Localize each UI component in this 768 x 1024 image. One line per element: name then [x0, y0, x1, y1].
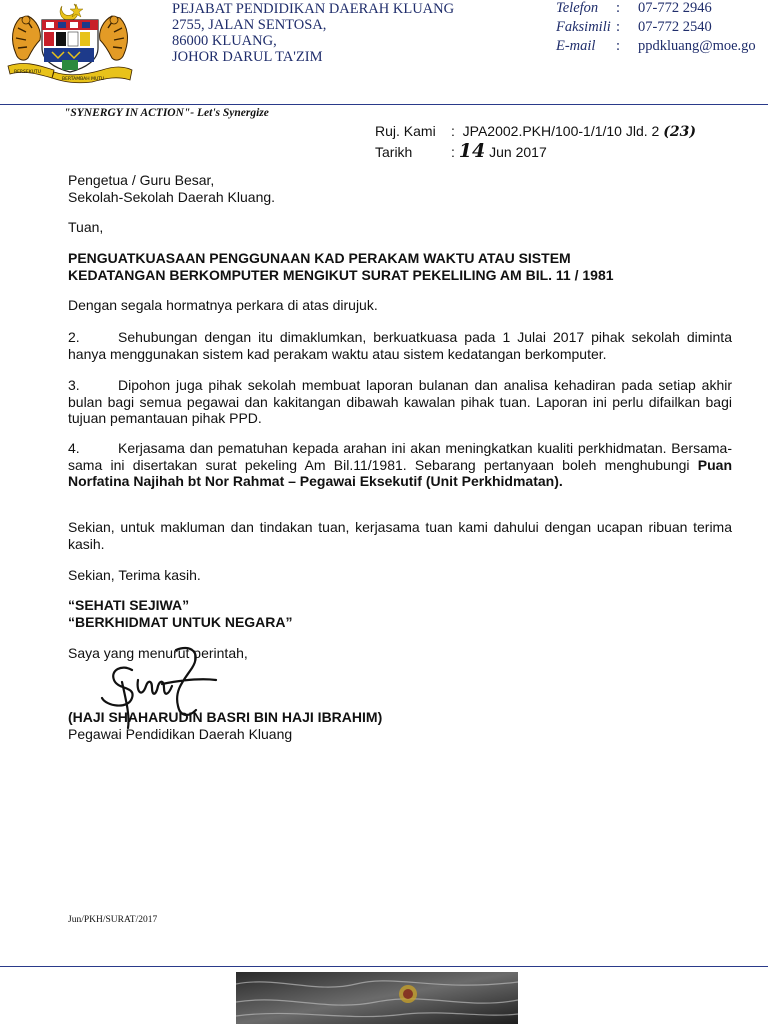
address-line: PEJABAT PENDIDIKAN DAERAH KLUANG [172, 1, 455, 17]
address-line: 2755, JALAN SENTOSA, [172, 17, 327, 33]
ruj-value: JPA2002.PKH/100-1/1/10 Jld. 2 [462, 123, 660, 139]
footer-divider [0, 966, 768, 967]
telefon-row: Telefon : 07-772 2946 [556, 0, 712, 16]
email-row: E-mail : ppdkluang@moe.go [556, 38, 756, 54]
recipient-line: Pengetua / Guru Besar, [68, 172, 215, 188]
salutation: Tuan, [68, 219, 104, 235]
slogan-block [68, 597, 293, 630]
date-row: Tarikh : 14 Jun 2017 [375, 140, 547, 162]
paragraph-number: 4. [68, 440, 80, 456]
email-value: ppdkluang@moe.go [638, 38, 756, 54]
address-line: 86000 KLUANG, [172, 33, 277, 49]
ruj-label: Ruj. Kami [375, 123, 436, 139]
tarikh-label: Tarikh [375, 144, 413, 160]
svg-text:BERTAMBAH MUTU: BERTAMBAH MUTU [62, 77, 105, 82]
office-contacts [556, 0, 756, 56]
email-label: E-mail [556, 38, 596, 54]
footer-decorative-band [236, 972, 518, 1024]
subject-heading [68, 250, 708, 283]
motto-tagline: "SYNERGY IN ACTION"- Let's Synergize [64, 107, 269, 119]
paragraph-text: Kerjasama dan pematuhan kepada arahan ini akan meningkatkan kualiti perkhidmatan. Bersama-sama ini disertakan surat pekeling Am Bil.11/1981. Sebarang pertanyaan boleh menghubungi [68, 440, 732, 473]
signatory-block [68, 709, 382, 742]
paragraph-number: 2. [68, 329, 80, 345]
footer-reference: Jun/PKH/SURAT/2017 [68, 915, 158, 925]
coat-of-arms-logo [6, 0, 134, 86]
address-line: JOHOR DARUL TA'ZIM [172, 49, 323, 65]
telefon-label: Telefon [556, 0, 599, 16]
opening-sentence: Dengan segala hormatnya perkara di atas dirujuk. [68, 297, 378, 313]
office-address [172, 1, 454, 65]
slogan-line: “SEHATI SEJIWA” [68, 597, 190, 613]
recipient-line: Sekolah-Sekolah Daerah Kluang. [68, 188, 276, 205]
paragraph-4 [68, 440, 732, 490]
signatory-name: (HAJI SHAHARUDIN BASRI BIN HAJI IBRAHIM) [68, 709, 383, 725]
closing-paragraph: Sekian, untuk makluman dan tindakan tuan, kerjasama tuan kami dahului dengan ucapan ribuan terima kasih. [68, 519, 732, 552]
paragraph-number: 3. [68, 377, 80, 393]
contact-person: Puan Norfatina Najihah bt Nor Rahmat – Pegawai Eksekutif (Unit Perkhidmatan). [68, 456, 733, 489]
date-month-year: Jun 2017 [489, 144, 547, 160]
faksimili-value: 07-772 2540 [638, 19, 712, 35]
header-divider [0, 104, 768, 105]
subject-line: KEDATANGAN BERKOMPUTER MENGIKUT SURAT PEKELILING AM BIL. 11 / 1981 [68, 266, 614, 283]
faksimili-label: Faksimili [556, 19, 611, 35]
recipient-block [68, 172, 275, 205]
slogan-line: “BERKHIDMAT UNTUK NEGARA” [68, 613, 293, 630]
telefon-value: 07-772 2946 [638, 0, 712, 16]
svg-text:BERSEKUTU: BERSEKUTU [14, 70, 41, 75]
faksimili-row: Faksimili : 07-772 2540 [556, 19, 712, 35]
ruj-handwritten: (23) [663, 124, 696, 140]
date-handwritten-day: 14 [458, 140, 486, 162]
paragraph-3 [68, 377, 732, 427]
paragraph-2 [68, 329, 732, 362]
subject-line: PENGUATKUASAAN PENGGUNAAN KAD PERAKAM WAKTU ATAU SISTEM [68, 250, 571, 266]
paragraph-text: Sehubungan dengan itu dimaklumkan, berkuatkuasa pada 1 Julai 2017 pihak sekolah diminta hanya menggunakan sistem kad perakam waktu atau sistem kedatangan berkomputer. [68, 329, 732, 362]
reference-number-row: Ruj. Kami : JPA2002.PKH/100-1/1/10 Jld. 2 (23) [375, 123, 696, 140]
closing-thanks: Sekian, Terima kasih. [68, 567, 201, 583]
paragraph-text: Dipohon juga pihak sekolah membuat laporan bulanan dan analisa kehadiran pada setiap akhir bulan bagi semua pegawai dan kakitangan dibawah kawalan pihak tuan. Laporan ini perlu difailkan bagi tujuan pemantauan pihak PPD. [68, 377, 732, 426]
signatory-title: Pegawai Pendidikan Daerah Kluang [68, 725, 293, 742]
obedience-line: Saya yang menurut perintah, [68, 645, 248, 661]
